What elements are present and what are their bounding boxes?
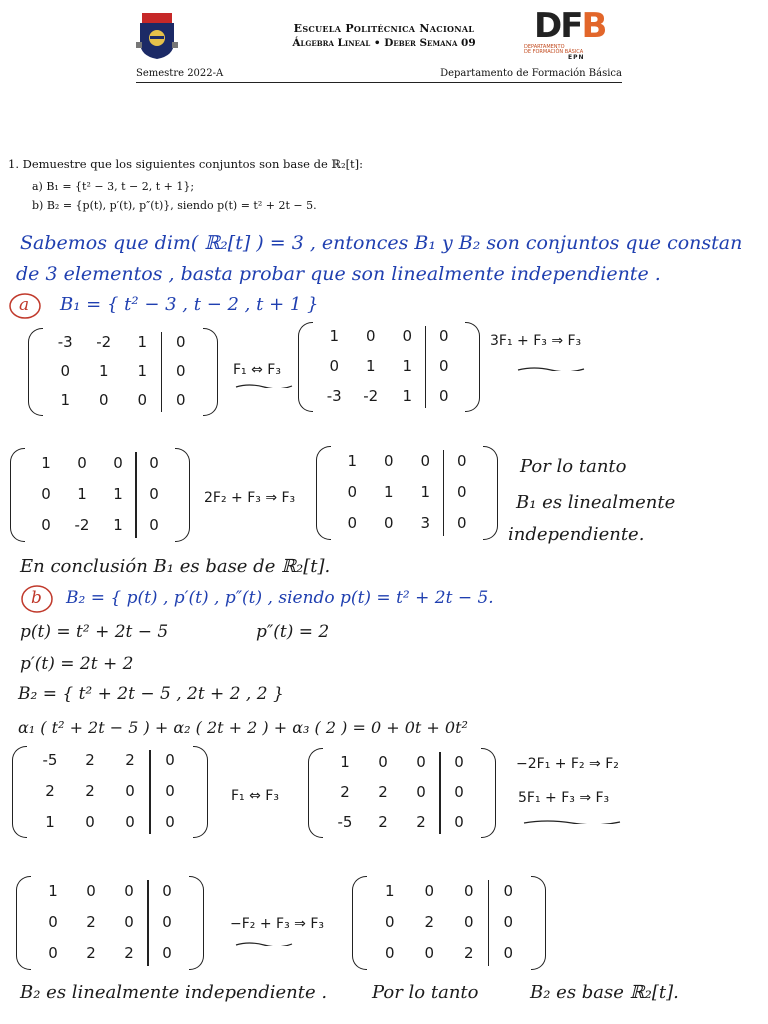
p-first-derivative: p′(t) = 2t + 2 xyxy=(20,654,134,674)
part-b-set: B₂ = { p(t) , p′(t) , p″(t) , siendo p(t) = t² + 2t − 5. xyxy=(66,588,494,608)
matrix-b-step1 xyxy=(12,746,208,838)
matrix-cell: 0 xyxy=(329,357,340,375)
matrix-cell: 2 xyxy=(86,944,96,963)
underline-squiggle xyxy=(234,940,294,946)
matrix-cell: 0 xyxy=(48,913,58,931)
matrix-cell: 2 xyxy=(86,913,96,931)
matrix-augment-bar xyxy=(488,880,490,966)
matrix-cell: -5 xyxy=(42,751,58,770)
matrix-cell: 0 xyxy=(41,516,51,535)
matrix-cell: 0 xyxy=(378,753,388,771)
matrix-cell: 0 xyxy=(149,453,159,472)
matrix-cell: 0 xyxy=(125,782,135,800)
matrix-cell: 0 xyxy=(384,944,395,963)
matrix-left-paren xyxy=(12,746,27,838)
matrix-cell: 1 xyxy=(420,483,431,501)
matrix-cell: -2 xyxy=(96,332,112,351)
p-second-derivative: p″(t) = 2 xyxy=(256,622,330,642)
op-a-step2: 3F₁ + F₃ ⇒ F₃ xyxy=(490,333,582,349)
op-swap-rows-a: F₁ ⇔ F₃ xyxy=(233,362,281,378)
matrix-cell: -2 xyxy=(74,516,90,535)
matrix-augment-bar xyxy=(149,750,151,834)
final-conclusion-1: B₂ es linealmente independiente . xyxy=(20,982,328,1003)
matrix-cell: 1 xyxy=(347,451,358,470)
matrix-cell: 0 xyxy=(454,813,464,831)
final-conclusion-2: Por lo tanto xyxy=(372,982,479,1003)
matrix-cell: 0 xyxy=(124,881,134,900)
matrix-cell: 0 xyxy=(113,453,123,472)
matrix-cell: 0 xyxy=(124,913,134,931)
matrix-cell: 1 xyxy=(137,362,148,380)
b2-set: B₂ = { t² + 2t − 5 , 2t + 2 , 2 } xyxy=(18,684,284,704)
matrix-cell: 0 xyxy=(438,357,449,375)
underline-squiggle xyxy=(516,365,586,371)
matrix-right-paren xyxy=(483,446,498,540)
dfb-logo-line1: DEPARTAMENTO xyxy=(524,44,565,50)
matrix-cell: -3 xyxy=(57,332,73,351)
matrix-b-step3 xyxy=(16,876,204,970)
matrix-cell: 2 xyxy=(378,783,388,801)
matrix-cell: 0 xyxy=(424,944,435,963)
matrix-cell: 0 xyxy=(438,387,449,405)
matrix-cell: 2 xyxy=(85,782,95,800)
matrix-cell: 2 xyxy=(378,813,388,831)
matrix-cell: 0 xyxy=(416,783,426,801)
matrix-right-paren xyxy=(531,876,546,970)
page-header xyxy=(0,0,768,90)
matrix-cell: 1 xyxy=(41,453,51,472)
matrix-cell: 1 xyxy=(98,362,109,380)
matrix-cell: 0 xyxy=(438,327,449,345)
matrix-cell: 1 xyxy=(365,357,376,375)
matrix-right-paren xyxy=(175,448,190,542)
matrix-cell: 0 xyxy=(85,812,95,831)
matrix-cell: 1 xyxy=(48,881,58,900)
matrix-cell: -3 xyxy=(326,387,342,405)
matrix-cell: 0 xyxy=(162,944,172,963)
matrix-cell: 2 xyxy=(125,751,135,770)
header-school-name: Escuela Politécnica Nacional xyxy=(293,22,475,35)
matrix-cell: 2 xyxy=(463,944,474,963)
matrix-cell: 1 xyxy=(113,516,123,535)
matrix-cell: 0 xyxy=(60,362,71,380)
problem-part-b: b) B₂ = {p(t), p′(t), p″(t)}, siendo p(t) = t² + 2t − 5. xyxy=(32,199,317,212)
op-swap-rows-b: F₁ ⇔ F₃ xyxy=(231,788,279,804)
matrix-cell: 0 xyxy=(86,881,96,900)
dfb-logo-line2: DE FORMACIÓN BÁSICA xyxy=(524,49,584,55)
conclusion-a-line2: B₁ es linealmente xyxy=(516,492,676,513)
intro-line-1: Sabemos que dim( ℝ₂[t] ) = 3 , entonces B₁ y B₂ son conjuntos que constan xyxy=(20,232,743,254)
matrix-cell: 0 xyxy=(175,391,186,410)
conclusion-a-line3: independiente. xyxy=(508,524,645,545)
matrix-left-paren xyxy=(316,446,331,540)
part-a-set: B₁ = { t² − 3 , t − 2 , t + 1 } xyxy=(60,294,319,315)
matrix-cell: 0 xyxy=(463,881,474,900)
matrix-cell: 0 xyxy=(347,514,358,533)
matrix-a-step3 xyxy=(10,448,190,542)
matrix-cell: 0 xyxy=(456,451,467,470)
matrix-cell: 1 xyxy=(60,391,71,410)
matrix-cell: 1 xyxy=(329,327,340,345)
matrix-cell: 0 xyxy=(125,812,135,831)
matrix-cell: 1 xyxy=(340,753,350,771)
linear-combination: α₁ ( t² + 2t − 5 ) + α₂ ( 2t + 2 ) + α₃ ( 2 ) = 0 + 0t + 0t² xyxy=(18,718,468,737)
matrix-cell: 1 xyxy=(137,332,148,351)
conclusion-a-final: En conclusión B₁ es base de ℝ₂[t]. xyxy=(20,556,331,577)
matrix-cell: 0 xyxy=(137,391,148,410)
header-divider xyxy=(136,82,622,83)
matrix-cell: 0 xyxy=(149,516,159,535)
matrix-right-paren xyxy=(481,748,496,838)
matrix-cell: 1 xyxy=(384,881,395,900)
matrix-left-paren xyxy=(308,748,323,838)
matrix-cell: 2 xyxy=(424,913,435,931)
matrix-cell: 0 xyxy=(454,753,464,771)
matrix-cell: 0 xyxy=(77,453,87,472)
matrix-cell: 0 xyxy=(162,913,172,931)
header-course-title: Álgebra Lineal • Deber Semana 09 xyxy=(292,37,476,49)
matrix-cell: 0 xyxy=(149,485,159,503)
problem-part-a: a) B₁ = {t² − 3, t − 2, t + 1}; xyxy=(32,180,195,193)
matrix-b-step2 xyxy=(308,748,496,838)
matrix-cell: 1 xyxy=(402,387,413,405)
matrix-right-paren xyxy=(465,322,480,412)
matrix-left-paren xyxy=(298,322,313,412)
matrix-cell: 0 xyxy=(463,913,474,931)
matrix-cell: 0 xyxy=(48,944,58,963)
matrix-cell: 2 xyxy=(45,782,55,800)
matrix-cell: 2 xyxy=(124,944,134,963)
matrix-cell: 0 xyxy=(384,913,395,931)
matrix-cell: 0 xyxy=(503,913,514,931)
matrix-cell: -2 xyxy=(363,387,379,405)
op-b-step2b: 5F₁ + F₃ ⇒ F₃ xyxy=(518,790,610,806)
final-conclusion-3: B₂ es base ℝ₂[t]. xyxy=(530,982,679,1003)
matrix-left-paren xyxy=(352,876,367,970)
matrix-cell: 0 xyxy=(165,751,175,770)
matrix-left-paren xyxy=(28,328,43,416)
underline-squiggle xyxy=(234,382,294,388)
op-a-step3: 2F₂ + F₃ ⇒ F₃ xyxy=(204,490,296,506)
matrix-cell: 2 xyxy=(340,783,350,801)
matrix-cell: 1 xyxy=(45,812,55,831)
matrix-b-step4 xyxy=(352,876,546,970)
matrix-cell: 1 xyxy=(402,357,413,375)
matrix-cell: 0 xyxy=(383,514,394,533)
matrix-cell: 0 xyxy=(503,881,514,900)
matrix-right-paren xyxy=(193,746,208,838)
matrix-right-paren xyxy=(203,328,218,416)
matrix-cell: 1 xyxy=(383,483,394,501)
underline-squiggle xyxy=(522,818,622,824)
part-a-marker: a xyxy=(19,295,30,315)
matrix-cell: 0 xyxy=(402,327,413,345)
matrix-cell: -5 xyxy=(337,813,353,831)
header-semester: Semestre 2022-A xyxy=(136,68,224,79)
matrix-cell: 0 xyxy=(165,812,175,831)
intro-line-2: de 3 elementos , basta probar que son linealmente independiente . xyxy=(16,263,661,285)
matrix-cell: 0 xyxy=(503,944,514,963)
op-b-step2a: −2F₁ + F₂ ⇒ F₂ xyxy=(516,756,619,772)
op-b-step3: −F₂ + F₃ ⇒ F₃ xyxy=(230,916,324,932)
matrix-cell: 0 xyxy=(456,483,467,501)
matrix-cell: 0 xyxy=(383,451,394,470)
matrix-right-paren xyxy=(189,876,204,970)
header-department: Departamento de Formación Básica xyxy=(440,68,622,79)
matrix-cell: 0 xyxy=(162,881,172,900)
problem-statement: 1. Demuestre que los siguientes conjuntos son base de ℝ₂[t]: xyxy=(8,157,364,171)
matrix-cell: 0 xyxy=(416,753,426,771)
matrix-cell: 0 xyxy=(456,514,467,533)
matrix-cell: 0 xyxy=(165,782,175,800)
matrix-a-step1 xyxy=(28,328,218,416)
epn-shield-logo xyxy=(136,12,178,60)
matrix-cell: 0 xyxy=(98,391,109,410)
p-definition: p(t) = t² + 2t − 5 xyxy=(20,622,169,642)
matrix-cell: 0 xyxy=(420,451,431,470)
matrix-cell: 0 xyxy=(365,327,376,345)
matrix-cell: 2 xyxy=(416,813,426,831)
matrix-cell: 3 xyxy=(420,514,431,533)
matrix-left-paren xyxy=(16,876,31,970)
matrix-cell: 1 xyxy=(113,485,123,503)
dfb-logo-letters: DFB xyxy=(534,6,606,46)
matrix-cell: 0 xyxy=(41,485,51,503)
matrix-a-step2 xyxy=(298,322,480,412)
part-b-marker: b xyxy=(31,588,42,608)
matrix-cell: 0 xyxy=(454,783,464,801)
matrix-left-paren xyxy=(10,448,25,542)
matrix-a-step4 xyxy=(316,446,498,540)
conclusion-a-line1: Por lo tanto xyxy=(520,456,627,477)
matrix-cell: 0 xyxy=(347,483,358,501)
matrix-cell: 0 xyxy=(424,881,435,900)
dfb-logo-epn: EPN xyxy=(568,54,585,61)
matrix-cell: 2 xyxy=(85,751,95,770)
matrix-cell: 1 xyxy=(77,485,87,503)
matrix-cell: 0 xyxy=(175,332,186,351)
matrix-cell: 0 xyxy=(175,362,186,380)
